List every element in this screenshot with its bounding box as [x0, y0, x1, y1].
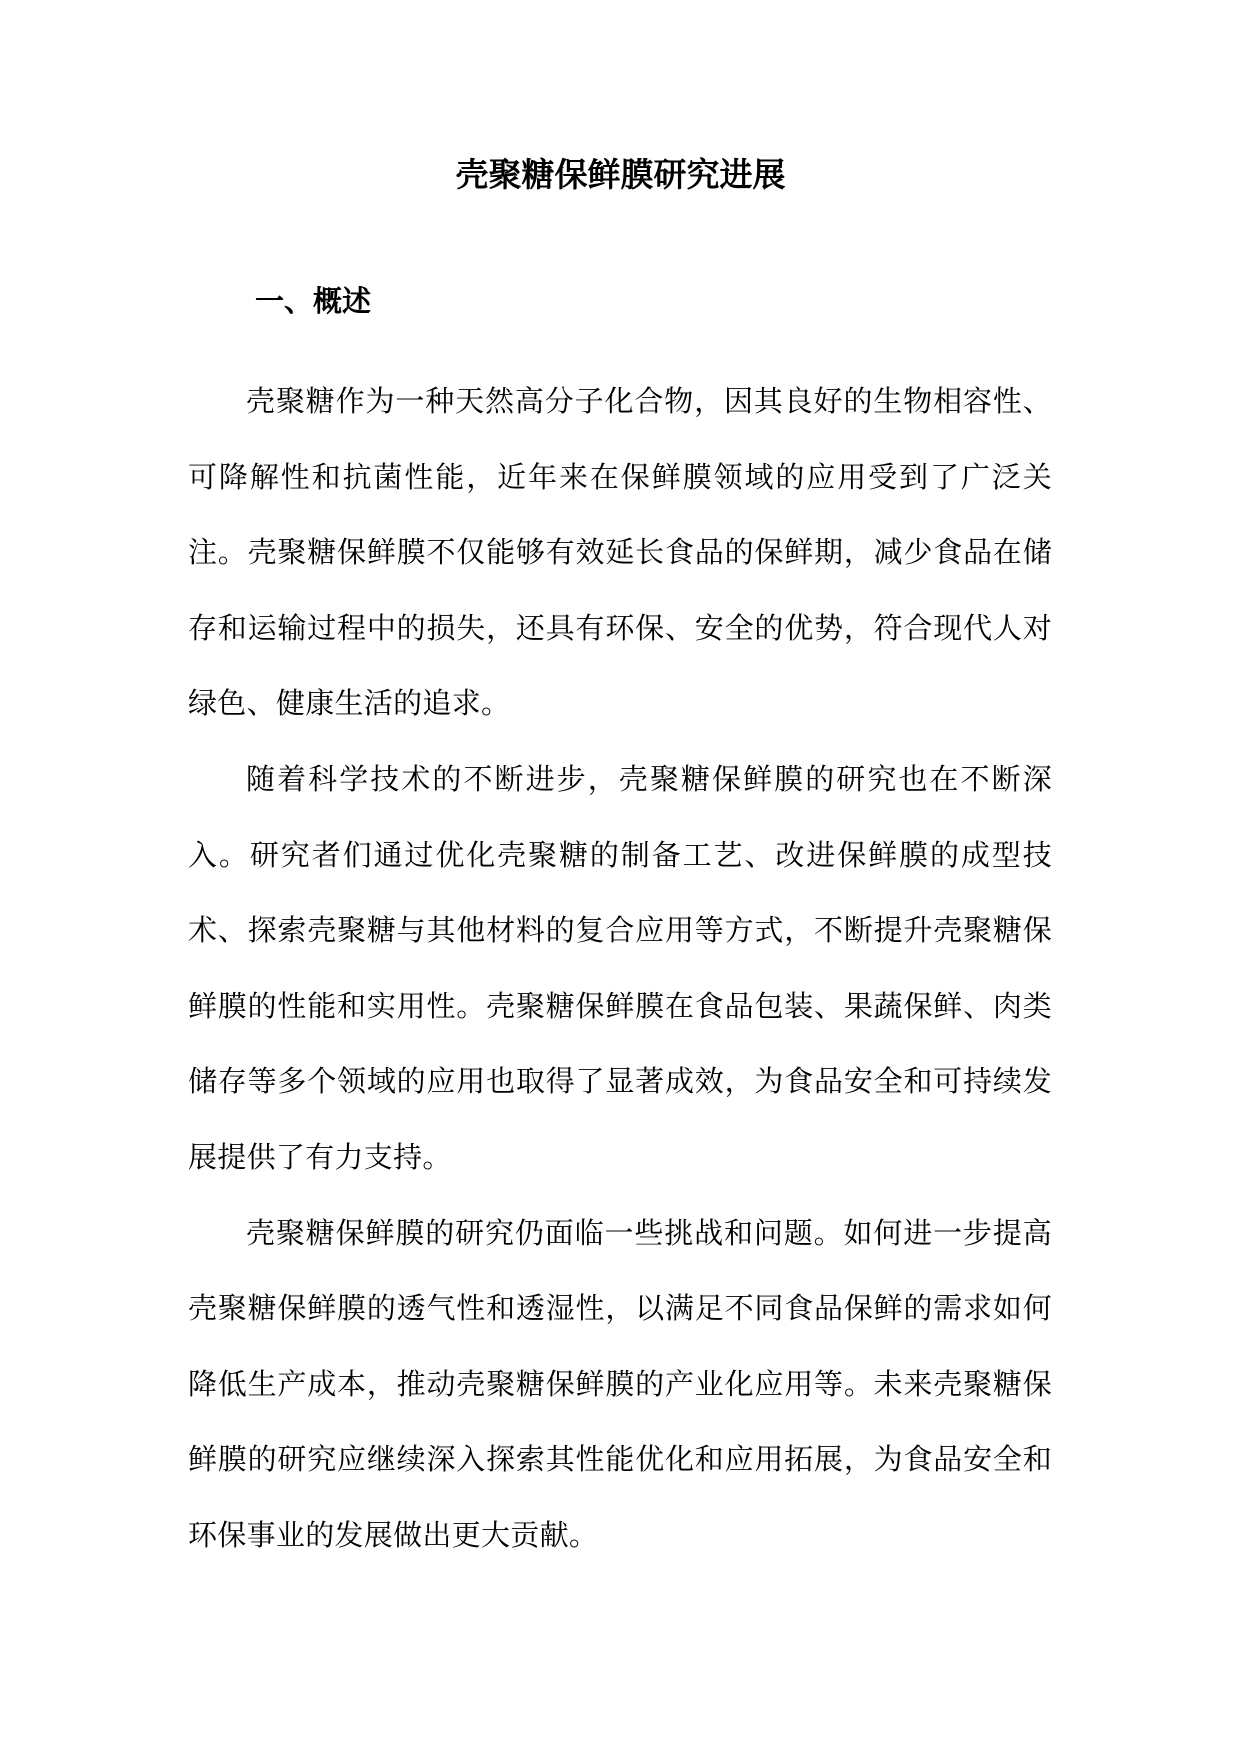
- paragraph-3: 壳聚糖保鲜膜的研究仍面临一些挑战和问题。如何进一步提高壳聚糖保鲜膜的透气性和透湿性，以满足不同食品保鲜的需求如何降低生产成本，推动壳聚糖保鲜膜的产业化应用等。未来壳聚糖保鲜膜的研究应继续深入探索其性能优化和应用拓展，为食品安全和环保事业的发展做出更大贡献。: [188, 1215, 1052, 1552]
- section-heading: 一、概述: [255, 284, 372, 318]
- section-body: [188, 364, 1052, 1574]
- paragraph-2: 随着科学技术的不断进步，壳聚糖保鲜膜的研究也在不断深入。研究者们通过优化壳聚糖的制备工艺、改进保鲜膜的成型技术、探索壳聚糖与其他材料的复合应用等方式，不断提升壳聚糖保鲜膜的性能和实用性。壳聚糖保鲜膜在食品包装、果蔬保鲜、肉类储存等多个领域的应用也取得了显著成效，为食品安全和可持续发展提供了有力支持。: [188, 761, 1052, 1174]
- document-title: 壳聚糖保鲜膜研究进展: [455, 155, 786, 194]
- paragraph-1: 壳聚糖作为一种天然高分子化合物，因其良好的生物相容性、可降解性和抗菌性能，近年来在保鲜膜领域的应用受到了广泛关注。壳聚糖保鲜膜不仅能够有效延长食品的保鲜期，减少食品在储存和运输过程中的损失，还具有环保、安全的优势，符合现代人对绿色、健康生活的追求。: [188, 384, 1052, 721]
